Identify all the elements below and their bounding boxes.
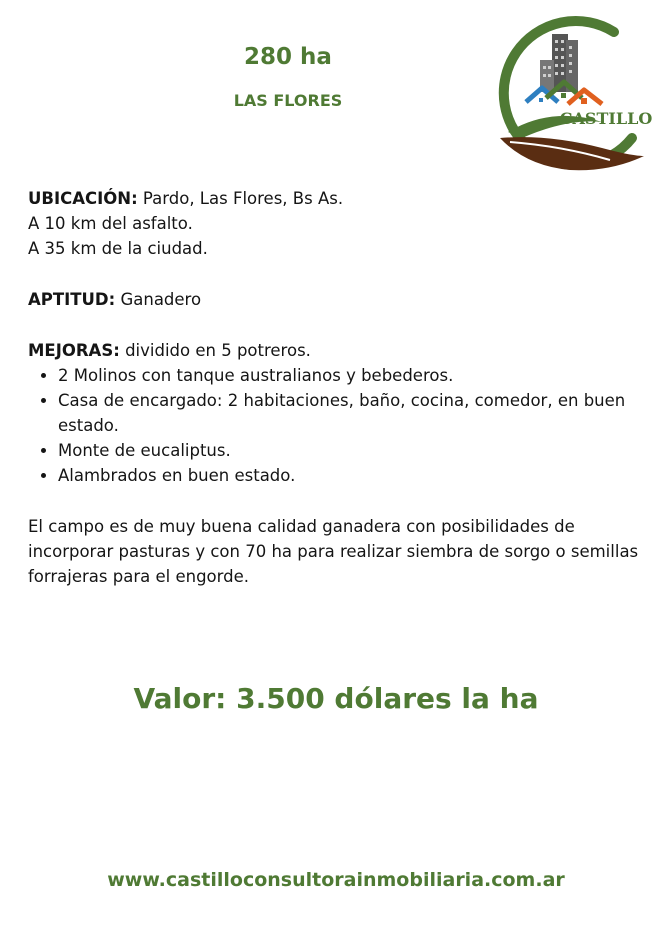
description: El campo es de muy buena calidad ganadera con posibilidades de incorporar pasturas y con 70 ha para realizar siembra de sorgo o semillas forrajeras para el engorde. xyxy=(28,517,639,586)
castillo-logo xyxy=(482,10,660,180)
aptitud-line xyxy=(28,287,648,312)
list-item: • Alambrados en buen estado. xyxy=(58,463,648,488)
ubicacion-line xyxy=(28,186,648,211)
ubicacion-value: Pardo, Las Flores, Bs As. xyxy=(137,189,344,208)
aptitud-value: Ganadero xyxy=(115,290,202,309)
mejoras-value: dividido en 5 potreros. xyxy=(119,341,311,360)
list-item: • Casa de encargado: 2 habitaciones, baño, cocina, comedor, en buen estado. xyxy=(58,388,648,438)
website-link[interactable]: www.castilloconsultorainmobiliaria.com.ar xyxy=(107,869,565,891)
ubicacion-label: UBICACIÓN: xyxy=(28,189,138,208)
mejoras-label: MEJORAS: xyxy=(28,341,120,360)
property-details xyxy=(28,186,648,589)
logo-brand-text: CASTILLO xyxy=(559,109,653,128)
aptitud-label: APTITUD: xyxy=(28,290,116,309)
list-item: • 2 Molinos con tanque australianos y bebederos. xyxy=(58,363,648,388)
price: Valor: 3.500 dólares la ha xyxy=(133,682,539,715)
mejoras-line xyxy=(28,338,648,363)
location-title: LAS FLORES xyxy=(233,91,343,110)
distance-asphalt: A 10 km del asfalto. xyxy=(28,214,193,233)
list-item: • Monte de eucaliptus. xyxy=(58,438,648,463)
distance-city: A 35 km de la ciudad. xyxy=(28,239,208,258)
area-title: 280 ha xyxy=(244,44,332,70)
mejoras-list xyxy=(28,363,648,488)
